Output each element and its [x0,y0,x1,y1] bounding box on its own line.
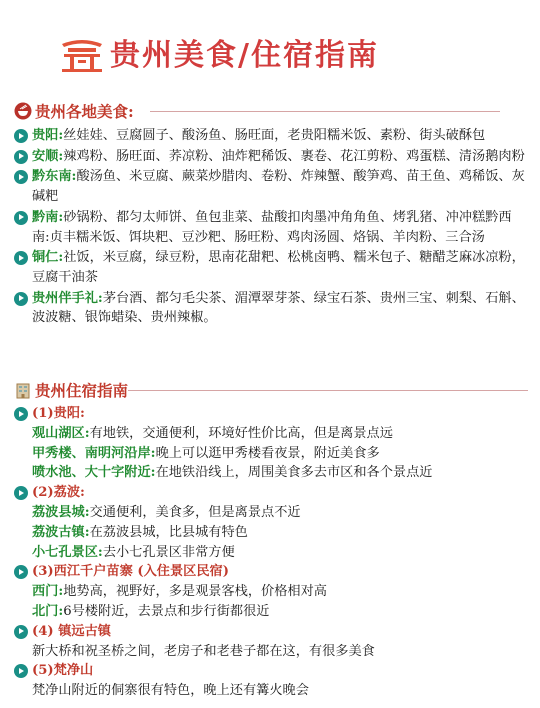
page-title: 贵州美食/住宿指南 [110,38,379,73]
bowl-icon [14,102,32,120]
stay-entry-text: 去小七孔景区非常方便 [102,544,235,560]
food-item [14,289,526,328]
stay-section-heading [14,379,128,401]
food-text: 酸汤鱼、米豆腐、蕨菜炒腊肉、卷粉、炸辣蟹、酸笋鸡、苗王鱼、鸡稀饭、灰碱粑 [32,169,525,205]
stay-group-label: (3)西江千户苗寨 (入住景区民宿) [32,564,229,580]
stay-entry [14,424,526,444]
arrow-bullet-icon [14,292,28,306]
food-item [14,147,526,167]
stay-entry-text: 在地铁沿线上，周围美食多去市区和各个景点近 [155,465,433,481]
food-section-heading [14,100,134,122]
food-heading: 贵州各地美食: [35,102,134,121]
food-text: 辣鸡粉、肠旺面、荞凉粉、油炸粑稀饭、裹卷、花江剪粉、鸡蛋糕、清汤鹅肉粉 [63,148,525,164]
stay-entry-name: 甲秀楼、南明河沿岸: [32,445,156,461]
divider-line [128,390,528,391]
arrow-bullet-icon [14,664,28,678]
arrow-bullet-icon [14,129,28,143]
stay-entry [14,582,526,602]
stay-entry-name: 观山湖区: [32,425,90,441]
stay-entry [14,503,526,523]
stay-group-label: (5)梵净山 [32,663,94,679]
stay-group-title [14,404,526,424]
stay-group-label: (2)荔波: [32,485,85,501]
stay-entry [14,543,526,563]
stay-entry-name: 喷水池、大十字附近: [32,465,156,481]
stay-entry-name: 荔波古镇: [32,524,90,540]
stay-entry [14,463,526,483]
food-text: 社饭，米豆腐，绿豆粉，思南花甜粑、松桃卤鸭、糯米包子、糖醋芝麻冰凉粉，豆腐干油茶 [32,250,525,285]
arrow-bullet-icon [14,565,28,579]
food-place: 黔南: [32,209,64,225]
title-row [0,24,540,84]
arrow-bullet-icon [14,486,28,500]
food-place: 安顺: [32,148,64,164]
food-text: 砂锅粉、都匀太师饼、鱼包韭菜、盐酸扣肉墨冲角角鱼、烤乳猪、冲冲糕黔西南:贞丰糯米饭、饵块粑、豆沙粑、肠旺粉、鸡肉汤圆、烙锅、羊肉粉、三合汤 [32,209,512,245]
hotel-icon [14,381,32,399]
divider-line [150,111,500,112]
stay-entry-text: 地势高，视野好，多是观景客栈，价格相对高 [63,584,327,600]
food-list [14,126,526,329]
stay-entry-name: 荔波县城: [32,504,90,520]
arrow-bullet-icon [14,407,28,421]
stay-entry-name: 小七孔景区: [32,544,103,560]
stay-entry [14,523,526,543]
food-item [14,126,526,146]
stay-entry-name: 西门: [32,584,64,600]
stay-entry-text: 交通便利，美食多，但是离景点不近 [89,504,301,520]
stay-entry-text: 在荔波县城，比县城有特色 [89,524,248,540]
stay-entry-text: 新大桥和祝圣桥之间，老房子和老巷子都在这，有很多美食 [32,643,375,659]
pagoda-gate-icon [60,36,104,72]
stay-heading: 贵州住宿指南 [35,381,129,400]
stay-entry-text: 有地铁，交通便利，环境好性价比高，但是离景点远 [89,425,393,441]
food-text: 丝娃娃、豆腐圆子、酸汤鱼、肠旺面，老贵阳糯米饭、素粉、街头破酥包 [63,128,486,143]
stay-entry [14,681,526,701]
stay-entry-text: 梵净山附近的侗寨很有特色，晚上还有篝火晚会 [32,683,309,699]
arrow-bullet-icon [14,211,28,225]
food-place: 贵阳: [32,128,64,143]
stay-group-label: (4) 镇远古镇 [32,623,111,639]
stay-entry-name: 北门: [32,603,64,619]
food-item [14,208,526,247]
stay-group-title [14,562,526,582]
stay-group-title [14,483,526,503]
food-place: 铜仁: [32,250,64,266]
arrow-bullet-icon [14,251,28,265]
arrow-bullet-icon [14,170,28,184]
stay-group-title [14,661,526,681]
stay-entry-text: 晚上可以逛甲秀楼看夜景，附近美食多 [155,445,380,461]
stay-entry-text: 6号楼附近，去景点和步行街都很近 [63,603,270,619]
arrow-bullet-icon [14,150,28,164]
stay-group-label: (1)贵阳: [32,406,85,421]
food-text: 茅台酒、都匀毛尖茶、湄潭翠芽茶、绿宝石茶、贵州三宝、刺梨、石斛、波波糖、银饰蜡染、贵州辣椒。 [32,290,525,326]
stay-entry [14,642,526,662]
stay-group-title [14,622,526,642]
food-item [14,248,526,287]
stay-entry [14,444,526,464]
food-place: 黔东南: [32,169,77,185]
arrow-bullet-icon [14,625,28,639]
stay-entry [14,602,526,622]
food-item [14,167,526,206]
food-place: 贵州伴手礼: [32,290,103,306]
stay-list [14,404,526,701]
